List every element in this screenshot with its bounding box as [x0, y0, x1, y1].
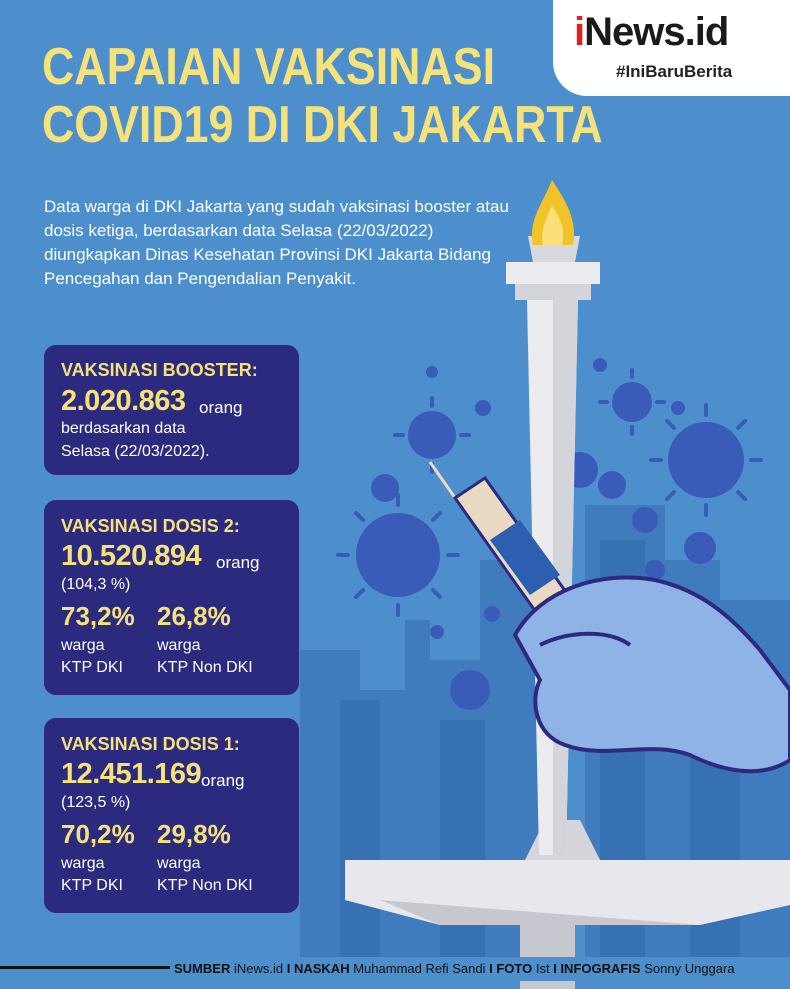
title-line-2: COVID19 DI DKI JAKARTA [42, 96, 603, 154]
dose2-share: (104,3 %) [61, 576, 131, 593]
credit-photo-label: FOTO [496, 961, 533, 976]
dose1-label-ktp-dki: KTP DKI [61, 877, 123, 894]
intro-paragraph: Data warga di DKI Jakarta yang sudah vaksinasi booster atau dosis ketiga, berdasarkan data Selasa (22/03/2022) diungkapkan Dinas Kesehatan Provinsi DKI Jakarta Bidang Pencegahan dan Pengendalian Penyakit. [44, 197, 509, 288]
brand-tagline: #IniBaruBerita [616, 62, 733, 81]
credit-photo-value: Ist [535, 961, 550, 976]
dose1-count: 12.451.169 [61, 758, 202, 790]
dose1-label-warga-non-dki: warga [157, 855, 201, 872]
credit-source-label: SUMBER [174, 961, 231, 976]
page-title [42, 38, 603, 154]
dose1-pct-non-dki: 29,8% [157, 819, 231, 849]
dose2-heading: VAKSINASI DOSIS 2: [61, 516, 240, 536]
title-line-1: CAPAIAN VAKSINASI [42, 38, 496, 96]
booster-count: 2.020.863 [61, 385, 186, 417]
booster-note-2: Selasa (22/03/2022). [61, 443, 210, 460]
dose2-label-warga-non-dki: warga [157, 637, 201, 654]
credit-separator: I [553, 961, 557, 976]
credit-writer-label: NASKAH [293, 961, 350, 976]
dose1-label-warga-dki: warga [61, 855, 105, 872]
dose1-label-ktp-non-dki: KTP Non DKI [157, 877, 253, 894]
booster-heading: VAKSINASI BOOSTER: [61, 360, 258, 380]
booster-card [44, 345, 299, 475]
credit-separator: I [489, 961, 493, 976]
dose1-pct-dki: 70,2% [61, 819, 135, 849]
dose2-label-ktp-non-dki: KTP Non DKI [157, 659, 253, 676]
dose2-unit: orang [216, 553, 260, 572]
credit-infographic-value: Sonny Unggara [644, 961, 735, 976]
dose2-pct-dki: 73,2% [61, 601, 135, 631]
dose1-unit: orang [201, 771, 245, 790]
booster-unit: orang [199, 398, 243, 417]
booster-note-1: berdasarkan data [61, 420, 186, 437]
credit-separator: I [286, 961, 291, 976]
credit-writer-value: Muhammad Refi Sandi [353, 961, 486, 976]
dose2-count: 10.520.894 [61, 540, 202, 572]
brand-logo-text: News.id [584, 10, 729, 54]
brand-logo-i: i [574, 10, 585, 54]
dose1-share: (123,5 %) [61, 794, 131, 811]
dose2-pct-non-dki: 26,8% [157, 601, 231, 631]
dose1-card [44, 718, 299, 913]
dose2-card [44, 500, 299, 695]
credit-source-value: iNews.id [233, 961, 284, 976]
credit-infographic-label: INFOGRAFIS [560, 961, 641, 976]
dose1-heading: VAKSINASI DOSIS 1: [61, 734, 240, 754]
dose2-label-ktp-dki: KTP DKI [61, 659, 123, 676]
footer-credits [170, 957, 790, 981]
flame-icon [532, 180, 574, 245]
dose2-label-warga-dki: warga [61, 637, 105, 654]
